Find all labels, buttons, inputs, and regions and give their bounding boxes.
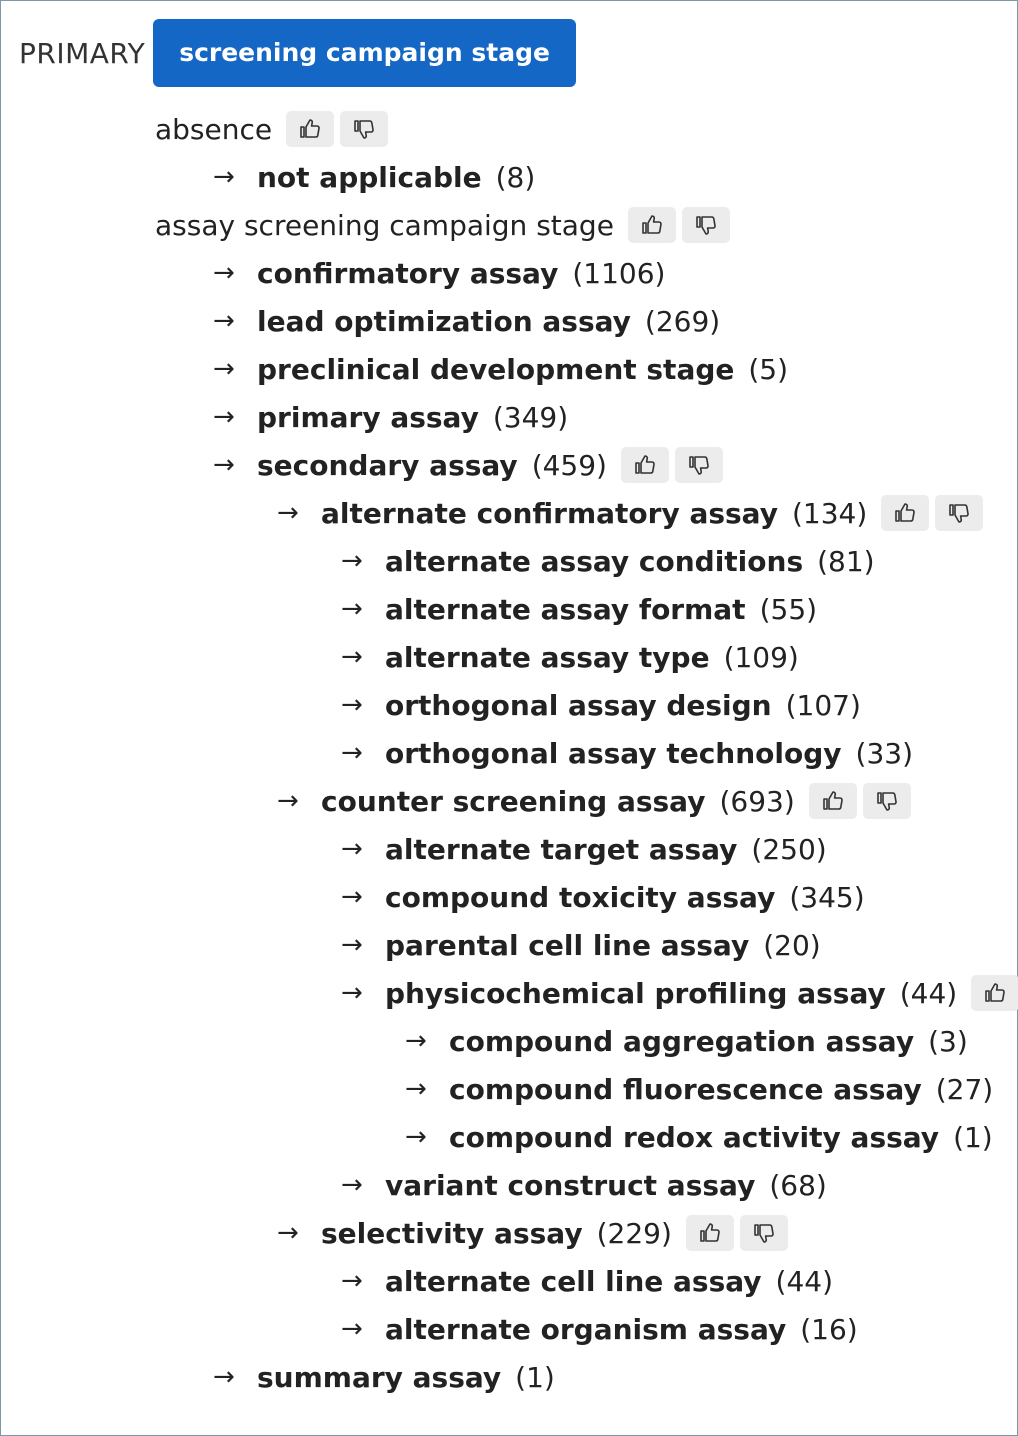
tree-row — [213, 153, 535, 201]
term-count: (44) — [775, 1264, 834, 1298]
term-label[interactable]: parental cell line assay — [385, 928, 750, 962]
term-label[interactable]: orthogonal assay technology — [385, 736, 842, 770]
term-label[interactable]: primary assay — [257, 400, 479, 434]
term-count: (3) — [928, 1024, 968, 1058]
arrow-right-icon: → — [213, 258, 235, 288]
term-count: (16) — [800, 1312, 858, 1346]
thumbs-up-icon — [633, 453, 657, 477]
arrow-right-icon: → — [341, 1170, 363, 1200]
term-label[interactable]: variant construct assay — [385, 1168, 756, 1202]
term-label[interactable]: compound aggregation assay — [449, 1024, 915, 1058]
term-label[interactable]: selectivity assay — [321, 1216, 583, 1250]
arrow-right-icon: → — [341, 690, 363, 720]
tree-row — [341, 1305, 858, 1353]
tree-row — [341, 537, 875, 585]
term-label[interactable]: alternate cell line assay — [385, 1264, 762, 1298]
thumbs-up-icon — [983, 981, 1007, 1005]
thumbs-down-button[interactable] — [935, 495, 983, 531]
term-label[interactable]: alternate organism assay — [385, 1312, 787, 1346]
arrow-right-icon: → — [213, 162, 235, 192]
arrow-right-icon: → — [341, 834, 363, 864]
stage-badge[interactable]: screening campaign stage — [153, 19, 576, 87]
term-label[interactable]: not applicable — [257, 160, 482, 194]
tree-row — [213, 297, 720, 345]
tree-row — [341, 585, 817, 633]
thumbs-down-icon — [687, 453, 711, 477]
term-count: (459) — [531, 448, 607, 482]
thumbs-down-icon — [947, 501, 971, 525]
thumbs-down-icon — [875, 789, 899, 813]
term-count: (1) — [953, 1120, 993, 1154]
term-count: (250) — [751, 832, 827, 866]
term-label[interactable]: confirmatory assay — [257, 256, 559, 290]
term-count: (109) — [723, 640, 799, 674]
thumbs-up-button[interactable] — [881, 495, 929, 531]
arrow-right-icon: → — [341, 1314, 363, 1344]
term-label[interactable]: alternate assay conditions — [385, 544, 804, 578]
term-label[interactable]: secondary assay — [257, 448, 518, 482]
thumbs-down-button[interactable] — [682, 207, 730, 243]
term-label[interactable]: compound redox activity assay — [449, 1120, 940, 1154]
header — [19, 19, 576, 87]
term-count: (349) — [492, 400, 569, 434]
arrow-right-icon: → — [213, 402, 235, 432]
thumbs-down-button[interactable] — [675, 447, 723, 483]
term-label[interactable]: summary assay — [257, 1360, 502, 1394]
term-count: (20) — [763, 928, 821, 962]
term-count: (107) — [785, 688, 861, 722]
thumbs-down-button[interactable] — [863, 783, 911, 819]
thumbs-up-button[interactable] — [621, 447, 669, 483]
arrow-right-icon: → — [341, 594, 363, 624]
tree-row — [277, 489, 983, 537]
term-label[interactable]: physicochemical profiling assay — [385, 976, 886, 1010]
arrow-right-icon: → — [213, 354, 235, 384]
arrow-right-icon: → — [341, 930, 363, 960]
tree-row — [155, 105, 388, 153]
tree-row — [341, 1257, 833, 1305]
term-count: (1) — [515, 1360, 555, 1394]
term-count: (33) — [855, 736, 914, 770]
term-label[interactable]: alternate assay type — [385, 640, 710, 674]
term-label[interactable]: compound fluorescence assay — [449, 1072, 922, 1106]
arrow-right-icon: → — [341, 738, 363, 768]
term-label[interactable]: alternate target assay — [385, 832, 738, 866]
tree-row — [213, 441, 723, 489]
thumbs-up-button[interactable] — [286, 111, 334, 147]
tree-row — [405, 1065, 993, 1113]
thumbs-down-icon — [694, 213, 718, 237]
primary-label: PRIMARY — [19, 36, 146, 70]
thumbs-up-icon — [821, 789, 845, 813]
arrow-right-icon: → — [405, 1074, 427, 1104]
term-label[interactable]: lead optimization assay — [257, 304, 631, 338]
term-count: (27) — [935, 1072, 994, 1106]
term-label[interactable]: alternate confirmatory assay — [321, 496, 778, 530]
term-count: (229) — [596, 1216, 672, 1250]
term-count: (269) — [644, 304, 721, 338]
arrow-right-icon: → — [341, 642, 363, 672]
term-count: (134) — [791, 496, 868, 530]
tree-row — [213, 1353, 555, 1401]
arrow-right-icon: → — [341, 546, 363, 576]
tree-row — [213, 393, 568, 441]
thumbs-up-icon — [893, 501, 917, 525]
arrow-right-icon: → — [213, 306, 235, 336]
term-count: (5) — [748, 352, 789, 386]
thumbs-up-button[interactable] — [971, 975, 1018, 1011]
term-label[interactable]: compound toxicity assay — [385, 880, 776, 914]
term-count: (44) — [899, 976, 958, 1010]
term-count: (8) — [495, 160, 536, 194]
tree-row — [341, 921, 821, 969]
term-label[interactable]: counter screening assay — [321, 784, 706, 818]
thumbs-up-button[interactable] — [809, 783, 857, 819]
tree-row — [405, 1113, 993, 1161]
term-label: absence — [155, 112, 273, 146]
tree-row — [213, 345, 788, 393]
tree-row — [277, 777, 911, 825]
thumbs-up-icon — [640, 213, 664, 237]
arrow-right-icon: → — [277, 786, 299, 816]
arrow-right-icon: → — [213, 1362, 235, 1392]
term-count: (55) — [759, 592, 818, 626]
arrow-right-icon: → — [277, 498, 299, 528]
tree-row — [213, 249, 665, 297]
term-label[interactable]: preclinical development stage — [257, 352, 735, 386]
tree-row — [341, 1161, 827, 1209]
tree-row — [155, 201, 730, 249]
tree-row — [341, 633, 799, 681]
thumbs-up-button[interactable] — [628, 207, 676, 243]
tree-row — [341, 969, 1018, 1017]
thumbs-up-icon — [698, 1221, 722, 1245]
thumbs-down-button[interactable] — [740, 1215, 788, 1251]
term-count: (345) — [789, 880, 865, 914]
term-label[interactable]: alternate assay format — [385, 592, 746, 626]
arrow-right-icon: → — [405, 1026, 427, 1056]
thumbs-down-button[interactable] — [340, 111, 388, 147]
tree-row — [405, 1017, 968, 1065]
arrow-right-icon: → — [341, 1266, 363, 1296]
thumbs-down-icon — [752, 1221, 776, 1245]
arrow-right-icon: → — [341, 882, 363, 912]
arrow-right-icon: → — [277, 1218, 299, 1248]
term-count: (1106) — [572, 256, 666, 290]
arrow-right-icon: → — [405, 1122, 427, 1152]
thumbs-up-icon — [298, 117, 322, 141]
tree-row — [277, 1209, 788, 1257]
arrow-right-icon: → — [213, 450, 235, 480]
thumbs-down-icon — [352, 117, 376, 141]
term-count: (68) — [769, 1168, 827, 1202]
tree-row — [341, 681, 861, 729]
term-count: (81) — [817, 544, 875, 578]
term-label[interactable]: orthogonal assay design — [385, 688, 772, 722]
tree-row — [341, 729, 913, 777]
arrow-right-icon: → — [341, 978, 363, 1008]
term-count: (693) — [719, 784, 795, 818]
term-label: assay screening campaign stage — [155, 208, 614, 242]
thumbs-up-button[interactable] — [686, 1215, 734, 1251]
tree-row — [341, 825, 827, 873]
tree-row — [341, 873, 865, 921]
